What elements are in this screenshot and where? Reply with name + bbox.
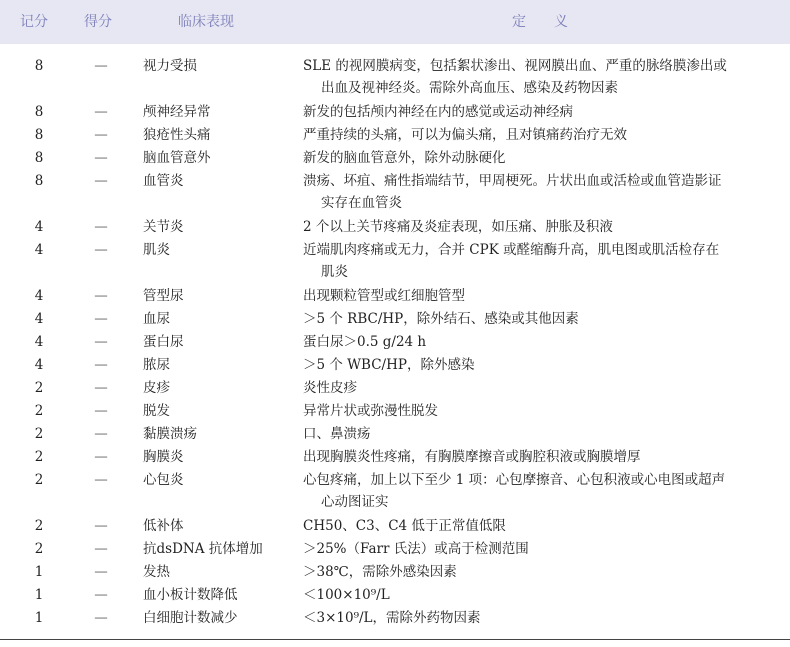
clinical-item-cell: 胸膜炎 — [143, 449, 184, 465]
clinical-item-cell: 视力受损 — [143, 58, 197, 74]
get-score-cell: — — [94, 311, 108, 327]
definition-cell — [303, 285, 773, 307]
clinical-item-cell: 肌炎 — [143, 242, 170, 258]
get-score-cell: — — [94, 334, 108, 350]
score-cell: 8 — [34, 58, 44, 74]
clinical-item-cell: 脓尿 — [143, 357, 170, 373]
definition-cell — [303, 147, 773, 169]
definition-cell — [303, 423, 773, 445]
definition-cell — [303, 354, 773, 376]
definition-line: 炎性皮疹 — [303, 380, 357, 396]
clinical-item-cell: 皮疹 — [143, 380, 170, 396]
clinical-item-cell: 发热 — [143, 564, 170, 580]
clinical-item-cell: 心包炎 — [143, 472, 184, 488]
definition-line: 出血及视神经炎。需除外高血压、感染及药物因素 — [321, 80, 618, 96]
clinical-item-cell: 白细胞计数减少 — [143, 610, 238, 626]
score-cell: 4 — [34, 219, 44, 235]
definition-cell — [303, 584, 773, 606]
clinical-item-cell: 血管炎 — [143, 173, 184, 189]
get-score-cell: — — [94, 449, 108, 465]
clinical-item-cell: 管型尿 — [143, 288, 184, 304]
score-cell: 2 — [34, 380, 44, 396]
clinical-item-cell: 血尿 — [143, 311, 170, 327]
get-score-cell: — — [94, 472, 108, 488]
definition-line: CH50、C3、C4 低于正常值低限 — [303, 518, 506, 534]
score-cell: 8 — [34, 127, 44, 143]
definition-cell — [303, 331, 773, 353]
definition-line: ＞38℃，需除外感染因素 — [303, 564, 457, 580]
header-get-score: 得分 — [84, 14, 112, 30]
bottom-rule — [0, 639, 790, 640]
score-cell: 8 — [34, 104, 44, 120]
get-score-cell: — — [94, 403, 108, 419]
definition-cell — [303, 400, 773, 422]
definition-line: 严重持续的头痛，可以为偏头痛，且对镇痛药治疗无效 — [303, 127, 627, 143]
table-header — [0, 0, 790, 44]
header-definition: 定 义 — [512, 14, 568, 30]
get-score-cell: — — [94, 541, 108, 557]
definition-line: 出现胸膜炎性疼痛，有胸膜摩擦音或胸腔积液或胸膜增厚 — [303, 449, 641, 465]
clinical-item-cell: 抗dsDNA 抗体增加 — [143, 541, 263, 557]
clinical-item-cell: 脑血管意外 — [143, 150, 211, 166]
definition-cell — [303, 216, 773, 238]
definition-cell — [303, 446, 773, 468]
get-score-cell: — — [94, 426, 108, 442]
definition-line: 口、鼻溃疡 — [303, 426, 371, 442]
score-cell: 1 — [34, 587, 44, 603]
score-cell: 4 — [34, 357, 44, 373]
definition-cell — [303, 170, 773, 214]
clinical-item-cell: 狼疮性头痛 — [143, 127, 211, 143]
definition-cell — [303, 561, 773, 583]
score-cell: 1 — [34, 610, 44, 626]
definition-line: 2 个以上关节疼痛及炎症表现，如压痛、肿胀及积液 — [303, 219, 613, 235]
definition-line: SLE 的视网膜病变，包括絮状渗出、视网膜出血、严重的脉络膜渗出或 — [303, 58, 727, 74]
score-cell: 1 — [34, 564, 44, 580]
definition-line: 肌炎 — [321, 264, 348, 280]
get-score-cell: — — [94, 219, 108, 235]
score-cell: 4 — [34, 311, 44, 327]
get-score-cell: — — [94, 127, 108, 143]
definition-cell — [303, 538, 773, 560]
definition-line: 新发的包括颅内神经在内的感觉或运动神经病 — [303, 104, 573, 120]
score-cell: 2 — [34, 426, 44, 442]
score-cell: 2 — [34, 541, 44, 557]
definition-cell — [303, 124, 773, 146]
clinical-item-cell: 关节炎 — [143, 219, 184, 235]
score-cell: 8 — [34, 150, 44, 166]
header-clinical: 临床表现 — [178, 14, 234, 30]
clinical-item-cell: 脱发 — [143, 403, 170, 419]
score-cell: 2 — [34, 472, 44, 488]
get-score-cell: — — [94, 587, 108, 603]
get-score-cell: — — [94, 564, 108, 580]
score-cell: 2 — [34, 518, 44, 534]
definition-line: 心动图证实 — [321, 494, 389, 510]
definition-line: 蛋白尿＞0.5 g/24 h — [303, 334, 427, 350]
score-cell: 2 — [34, 449, 44, 465]
definition-line: ＞5 个 RBC/HP，除外结石、感染或其他因素 — [303, 311, 579, 327]
get-score-cell: — — [94, 380, 108, 396]
definition-line: 异常片状或弥漫性脱发 — [303, 403, 438, 419]
get-score-cell: — — [94, 104, 108, 120]
get-score-cell: — — [94, 173, 108, 189]
score-cell: 4 — [34, 288, 44, 304]
definition-cell — [303, 101, 773, 123]
clinical-item-cell: 血小板计数降低 — [143, 587, 238, 603]
clinical-item-cell: 低补体 — [143, 518, 184, 534]
definition-line: 新发的脑血管意外，除外动脉硬化 — [303, 150, 506, 166]
definition-line: 心包疼痛，加上以下至少 1 项：心包摩擦音、心包积液或心电图或超声 — [303, 472, 726, 488]
clinical-item-cell: 颅神经异常 — [143, 104, 211, 120]
clinical-item-cell: 蛋白尿 — [143, 334, 184, 350]
definition-cell — [303, 515, 773, 537]
definition-cell — [303, 308, 773, 330]
score-cell: 4 — [34, 242, 44, 258]
get-score-cell: — — [94, 357, 108, 373]
get-score-cell: — — [94, 288, 108, 304]
definition-cell — [303, 469, 773, 513]
definition-line: 实存在血管炎 — [321, 195, 402, 211]
definition-line: ＜100×10⁹/L — [303, 587, 390, 603]
definition-cell — [303, 55, 773, 99]
score-cell: 2 — [34, 403, 44, 419]
score-cell: 4 — [34, 334, 44, 350]
clinical-item-cell: 黏膜溃疡 — [143, 426, 197, 442]
get-score-cell: — — [94, 610, 108, 626]
get-score-cell: — — [94, 518, 108, 534]
score-cell: 8 — [34, 173, 44, 189]
definition-cell — [303, 239, 773, 283]
definition-line: ＜3×10⁹/L，需除外药物因素 — [303, 610, 481, 626]
definition-cell — [303, 607, 773, 629]
get-score-cell: — — [94, 242, 108, 258]
definition-line: ＞5 个 WBC/HP，除外感染 — [303, 357, 475, 373]
definition-line: 溃疡、坏疽、痛性指端结节，甲周梗死。片状出血或活检或血管造影证 — [303, 173, 722, 189]
get-score-cell: — — [94, 58, 108, 74]
definition-line: 出现颗粒管型或红细胞管型 — [303, 288, 465, 304]
definition-cell — [303, 377, 773, 399]
get-score-cell: — — [94, 150, 108, 166]
definition-line: 近端肌肉疼痛或无力，合并 CPK 或醛缩酶升高，肌电图或肌活检存在 — [303, 242, 720, 258]
definition-line: ＞25%（Farr 氏法）或高于检测范围 — [303, 541, 529, 557]
header-score: 记分 — [20, 14, 48, 30]
